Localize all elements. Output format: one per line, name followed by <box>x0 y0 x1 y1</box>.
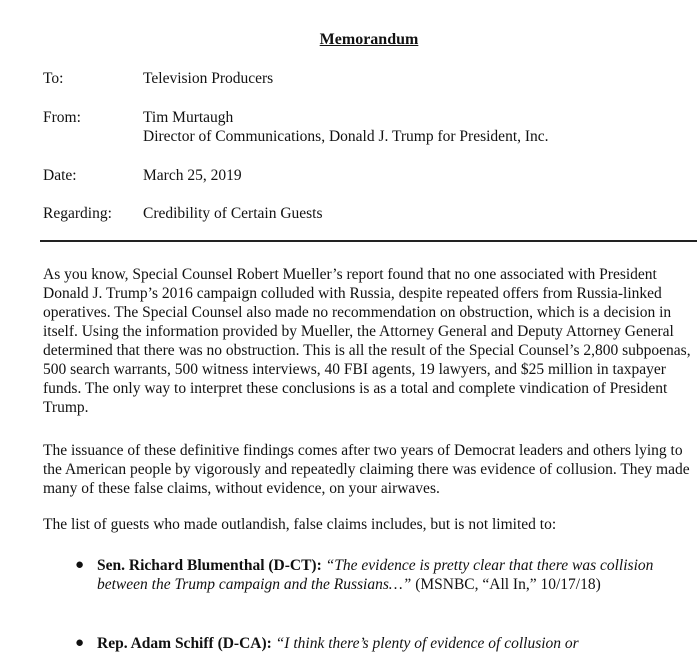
bullet-icon: ● <box>75 635 85 651</box>
bullet-text <box>97 556 657 594</box>
bullet-text <box>97 634 657 653</box>
regarding-label: Regarding: <box>43 205 112 222</box>
from-title: Director of Communications, Donald J. Trump for President, Inc. <box>143 128 549 145</box>
memo-title: Memorandum <box>319 31 419 48</box>
regarding-value: Credibility of Certain Guests <box>143 205 323 222</box>
guest-name: Rep. Adam Schiff (D-CA): <box>97 635 272 652</box>
guest-quote: “The evidence is pretty clear that there was collision between the Trump campaign and the Russians…” <box>97 557 654 593</box>
bullet-icon: ● <box>75 557 85 573</box>
guest-quote: “I think there’s plenty of evidence of collusion or <box>275 635 579 652</box>
from-label: From: <box>43 109 81 126</box>
to-label: To: <box>43 70 64 87</box>
from-name: Tim Murtaugh <box>143 109 234 126</box>
date-value: March 25, 2019 <box>143 167 242 184</box>
to-value: Television Producers <box>143 70 274 87</box>
body-paragraph-2: The issuance of these definitive findings comes after two years of Democrat leaders and others lying to the American people by vigorously and repeatedly claiming there was evidence of collusion. They made many of these false claims, without evidence, on your airwaves. <box>43 442 690 497</box>
body-paragraph-3: The list of guests who made outlandish, false claims includes, but is not limited to: <box>43 516 557 533</box>
body-paragraph-1: As you know, Special Counsel Robert Mueller’s report found that no one associated with President Donald J. Trump’s 2016 campaign colluded with Russia, despite repeated offers from Russia-linked operatives. The Special Counsel also made no recommendation on obstruction, which is a decision in itself. Using the information provided by Mueller, the Attorney General and Deputy Attorney General determined that there was no obstruction. This is all the result of the Special Counsel’s 2,800 subpoenas, 500 search warrants, 500 witness interviews, 40 FBI agents, 19 lawyers, and $25 million in taxpayer funds. The only way to interpret these conclusions is as a total and complete vindication of President Trump. <box>43 266 691 416</box>
quote-source: (MSNBC, “All In,” 10/17/18) <box>415 576 601 593</box>
guest-name: Sen. Richard Blumenthal (D-CT): <box>97 557 322 574</box>
date-label: Date: <box>43 167 77 184</box>
header-divider <box>40 240 697 242</box>
